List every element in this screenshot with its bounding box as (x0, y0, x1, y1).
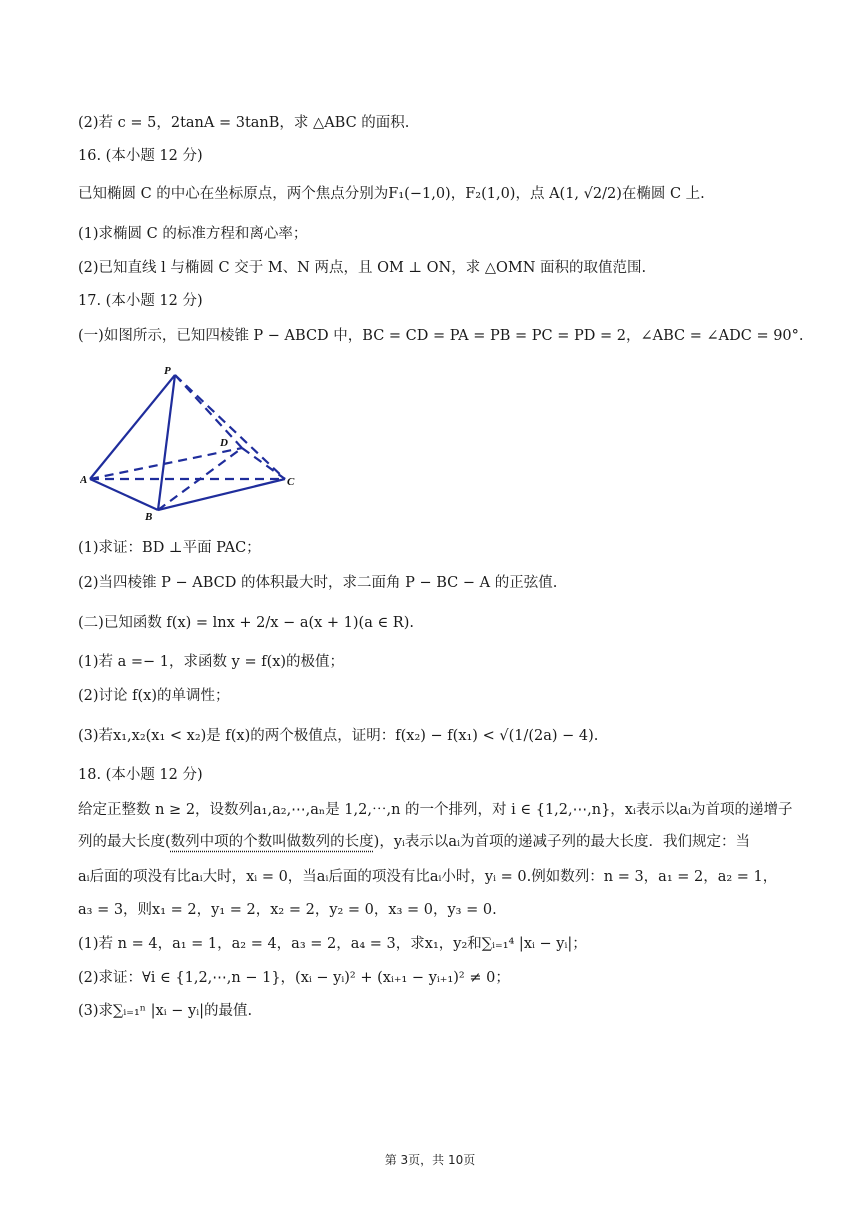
q17-2-part1: (1)若 a =− 1，求函数 y = f(x)的极值； (78, 654, 345, 670)
q18-part2: (2)求证：∀i ∈ {1,2,⋯,n − 1}，(xᵢ − yᵢ)² + (xᵢ₊₁ − yᵢ₊₁)² ≠ 0； (78, 970, 510, 986)
q18-stem-4: a₃ = 3，则x₁ = 2，y₁ = 2，x₂ = 2，y₂ = 0，x₃ = 0，y₃ = 0. (78, 902, 497, 918)
edge-PC (175, 375, 285, 479)
q18-stem-2c: )，yᵢ表示以aᵢ为首项的递减子列的最大长度．我们规定：当 (373, 834, 750, 850)
q18-stem-2a: 列的最大长度( (78, 834, 171, 850)
q16-stem: 已知椭圆 C 的中心在坐标原点，两个焦点分别为F₁(−1,0)，F₂(1,0)，点 A(1, √2/2)在椭圆 C 上. (78, 186, 705, 202)
edge-DC (242, 448, 285, 479)
edge-PB (158, 375, 175, 510)
q17-1-part2: (2)当四棱锥 P − ABCD 的体积最大时，求二面角 P − BC − A 的正弦值. (78, 575, 558, 591)
q18-stem-2 (78, 832, 750, 852)
pyramid-figure (80, 362, 300, 522)
q16-part1: (1)求椭圆 C 的标准方程和离心率； (78, 226, 308, 242)
q18-stem-3: aᵢ后面的项没有比aᵢ大时，xᵢ = 0，当aᵢ后面的项没有比aᵢ小时，yᵢ = 0.例如数列：n = 3，a₁ = 2，a₂ = 1， (78, 869, 778, 885)
q17-2-stem: (二)已知函数 f(x) = lnx + 2/x − a(x + 1)(a ∈ R). (78, 615, 414, 631)
pyramid-edges (90, 375, 285, 510)
q17-heading: 17. (本小题 12 分) (78, 293, 203, 309)
label-D: D (220, 437, 228, 449)
q17-2-part2: (2)讨论 f(x)的单调性； (78, 688, 230, 704)
q17-2-part3: (3)若x₁,x₂(x₁ < x₂)是 f(x)的两个极值点，证明：f(x₂) − f(x₁) < √(1/(2a) − 4). (78, 728, 599, 744)
page-footer: 第 3页，共 10页 (384, 1153, 476, 1167)
q18-part1: (1)若 n = 4，a₁ = 1，a₂ = 4，a₃ = 2，a₄ = 3，求x₁，y₂和∑ᵢ₌₁⁴ |xᵢ − yᵢ|； (78, 936, 587, 952)
edge-PD (175, 375, 242, 448)
edge-AB (90, 479, 158, 510)
q17-stem: (一)如图所示，已知四棱锥 P − ABCD 中，BC = CD = PA = PB = PC = PD = 2，∠ABC = ∠ADC = 90°. (78, 328, 804, 344)
q18-heading: 18. (本小题 12 分) (78, 767, 203, 783)
q16-part2: (2)已知直线 l 与椭圆 C 交于 M、N 两点，且 OM ⊥ ON，求 △OMN 面积的取值范围. (78, 260, 647, 276)
q18-stem-1: 给定正整数 n ≥ 2，设数列a₁,a₂,⋯,aₙ是 1,2,⋯,n 的一个排列，对 i ∈ {1,2,⋯,n}，xᵢ表示以aᵢ为首项的递增子 (78, 802, 793, 818)
label-B: B (145, 511, 153, 522)
q17-1-part1: (1)求证：BD ⊥平面 PAC； (78, 540, 261, 556)
q18-part3: (3)求∑ᵢ₌₁ⁿ |xᵢ − yᵢ|的最值. (78, 1003, 253, 1019)
edge-BC (158, 479, 285, 510)
q16-heading: 16. (本小题 12 分) (78, 148, 203, 164)
label-P: P (164, 365, 171, 377)
edge-PA (90, 375, 175, 479)
label-A: A (80, 474, 88, 486)
label-C: C (287, 476, 295, 488)
q15-part2: (2)若 c = 5，2tanA = 3tanB，求 △ABC 的面积. (78, 115, 410, 131)
emphasized-definition: 数列中项的个数叫做数列的长度 (170, 834, 374, 850)
